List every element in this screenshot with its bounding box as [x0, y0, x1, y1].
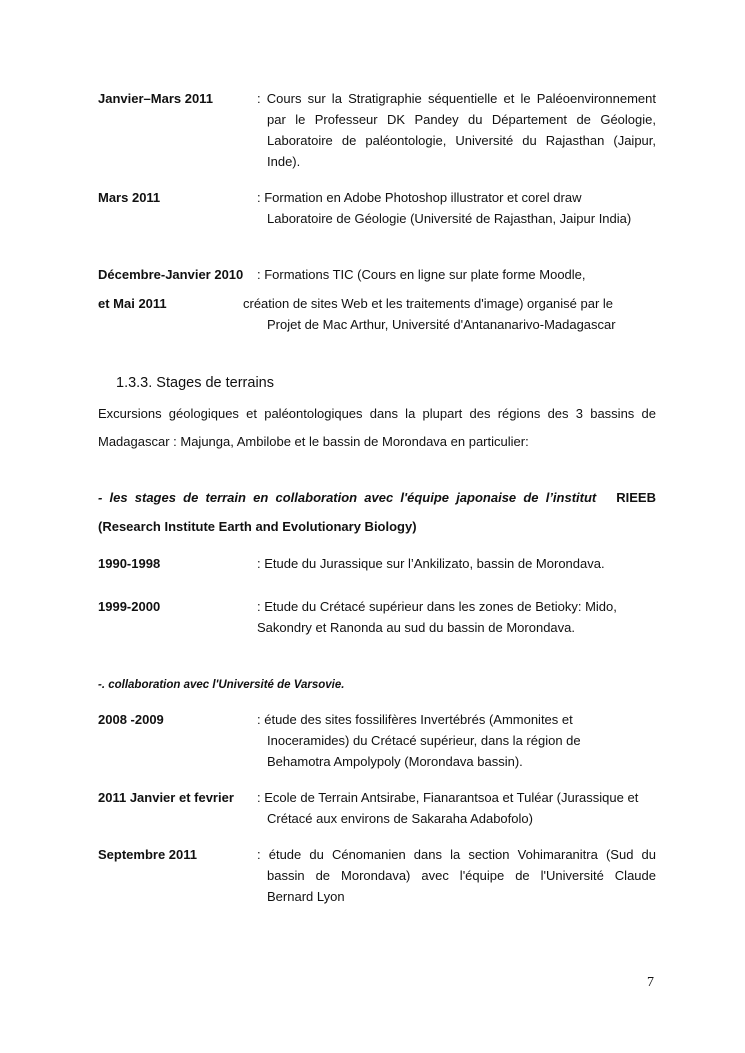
entry-date: Mars 2011 [98, 190, 161, 205]
desc-line: : Etude du Jurassique sur l’Ankilizato, bassin de Morondava. [257, 556, 605, 571]
title-line [98, 483, 656, 512]
desc-line: Sakondry et Ranonda au sud du bassin de Morondava. [257, 620, 575, 635]
entry-date: 1999-2000 [98, 599, 161, 614]
entry-description [257, 709, 656, 772]
entry-description [257, 844, 656, 907]
desc-line: : Formations TIC (Cours en ligne sur plate forme Moodle, [257, 267, 586, 282]
entry-date: 2011 Janvier et fevrier [98, 790, 234, 805]
entry-description [257, 187, 656, 229]
section-heading: 1.3.3. Stages de terrains [116, 375, 274, 391]
desc-line: Behamotra Ampolypoly (Morondava bassin). [267, 754, 523, 769]
paragraph-line: Madagascar : Majunga, Ambilobe et le bassin de Morondava en particulier: [98, 434, 529, 449]
desc-line: Bernard Lyon [267, 889, 345, 904]
varsovie-collaboration-title: -. collaboration avec l'Université de Varsovie. [98, 679, 345, 691]
entry-date-continued: et Mai 2011 [98, 296, 167, 311]
desc-line: Laboratoire de Géologie (Université de Rajasthan, Jaipur India) [267, 211, 632, 226]
title-italic: - les stages de terrain en collaboration avec l'équipe japonaise de l’institut [98, 490, 597, 505]
page-number: 7 [647, 975, 654, 990]
entry-description [257, 553, 656, 574]
entry-date: 1990-1998 [98, 556, 161, 571]
desc-line: Inoceramides) du Crétacé supérieur, dans la région de [267, 733, 581, 748]
desc-line: bassin de Morondava) avec l'équipe de l'Université Claude [267, 868, 656, 883]
desc-line: Projet de Mac Arthur, Université d'Antananarivo-Madagascar [267, 317, 616, 332]
entry-date: Septembre 2011 [98, 847, 198, 862]
entry-description-continued [243, 293, 656, 335]
desc-line: : étude du Cénomanien dans la section Vohimaranitra (Sud du [257, 847, 656, 862]
desc-line: Crétacé aux environs de Sakaraha Adabofolo) [267, 811, 533, 826]
title-acronym: RIEEB [616, 490, 656, 505]
desc-line: : Ecole de Terrain Antsirabe, Fianarantsoa et Tuléar (Jurassique et [257, 790, 639, 805]
desc-line: Laboratoire de paléontologie, Université du Rajasthan (Jaipur, [267, 133, 656, 148]
entry-date: Décembre-Janvier 2010 [98, 267, 244, 282]
entry-date: Janvier–Mars 2011 [98, 91, 213, 106]
entry-description [257, 88, 656, 172]
intro-paragraph [98, 400, 656, 456]
desc-line: par le Professeur DK Pandey du Département de Géologie, [267, 112, 656, 127]
entry-description [257, 264, 656, 285]
desc-line: création de sites Web et les traitements d'image) organisé par le [243, 296, 614, 311]
desc-line: : Cours sur la Stratigraphie séquentielle et le Paléoenvironnement [257, 91, 656, 106]
paragraph-line: Excursions géologiques et paléontologiques dans la plupart des régions des 3 bassins de [98, 406, 656, 421]
entry-description [257, 596, 656, 638]
desc-line: : étude des sites fossilifères Invertébrés (Ammonites et [257, 712, 573, 727]
entry-description [257, 787, 656, 829]
japan-collaboration-title [98, 483, 656, 541]
title-line: (Research Institute Earth and Evolutionary Biology) [98, 519, 417, 534]
desc-line: : Etude du Crétacé supérieur dans les zones de Betioky: Mido, [257, 599, 617, 614]
entry-date: 2008 -2009 [98, 712, 164, 727]
desc-line: : Formation en Adobe Photoshop illustrator et corel draw [257, 190, 582, 205]
desc-line: Inde). [267, 154, 301, 169]
